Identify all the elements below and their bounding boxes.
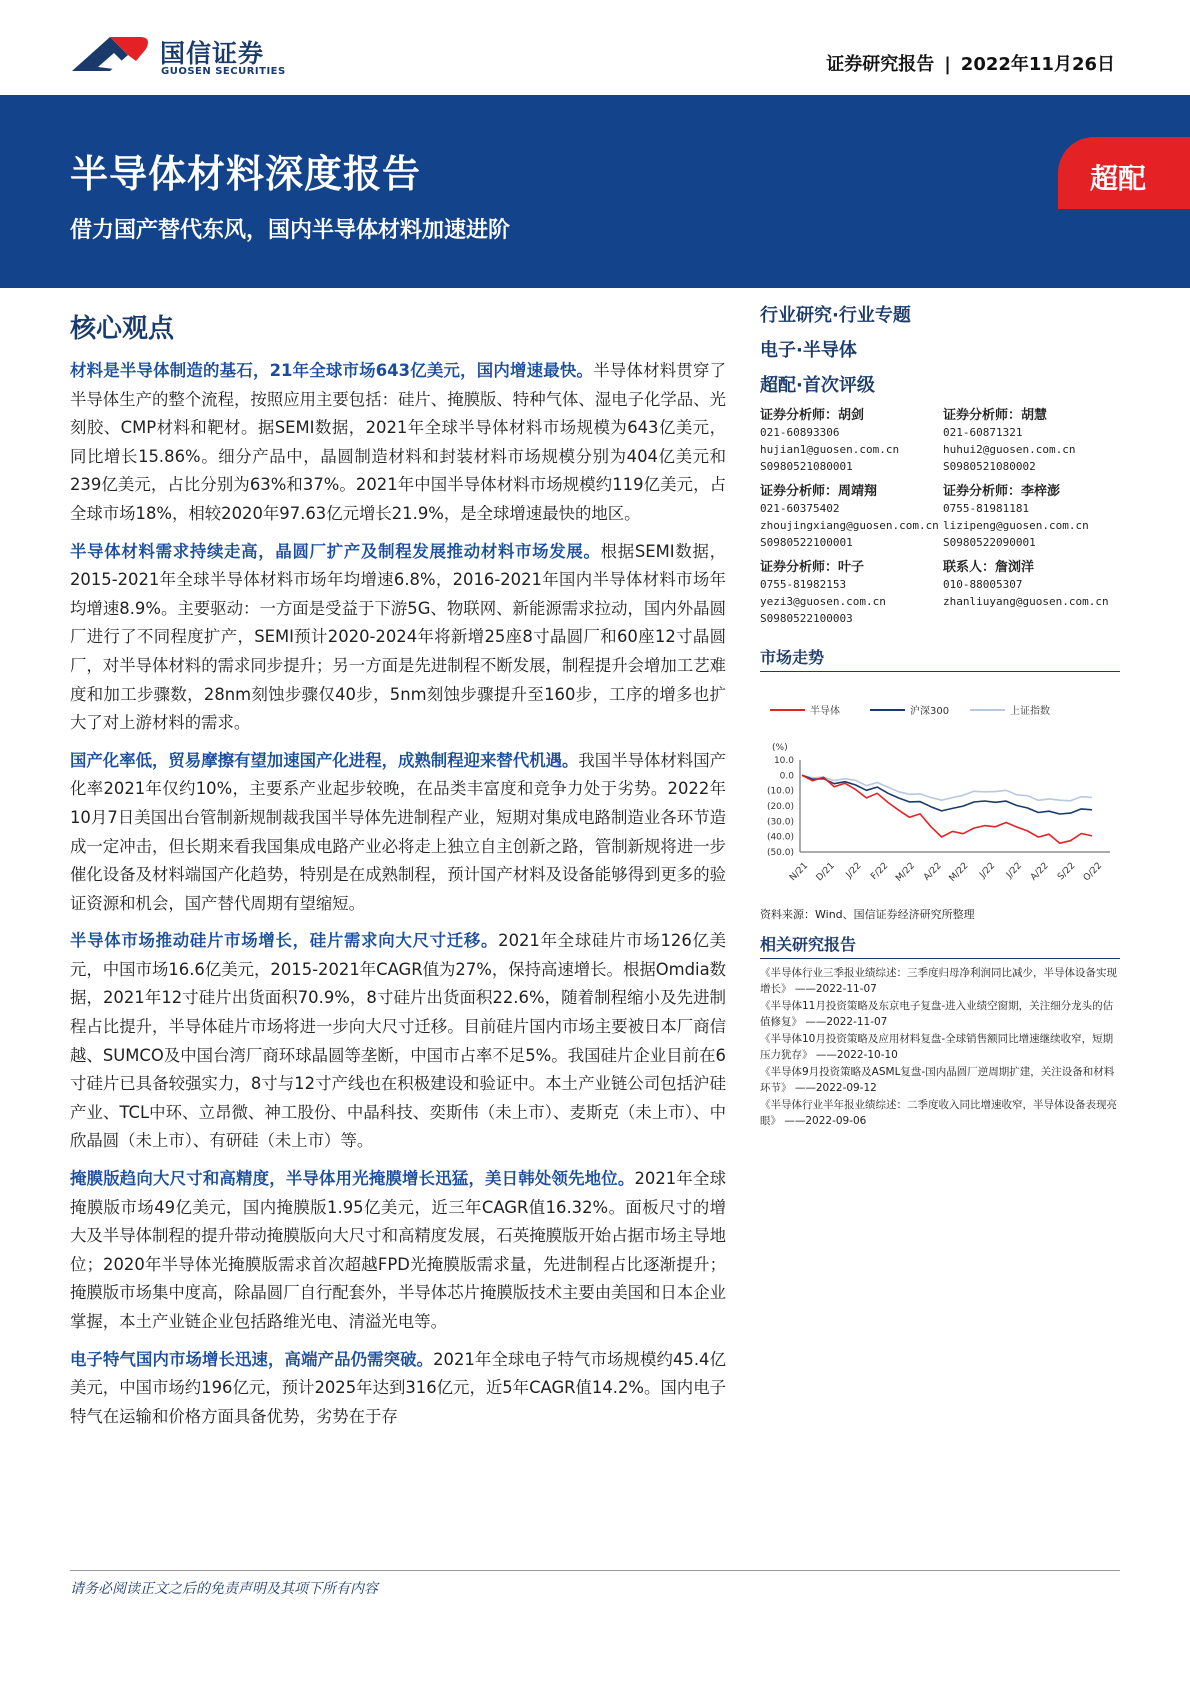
x-tick-label: D/21: [814, 861, 837, 884]
related-reports-title: 相关研究报告: [760, 932, 1120, 959]
related-report-item[interactable]: [760, 1064, 1120, 1096]
logo-text-en: GUOSEN SECURITIES: [161, 66, 286, 77]
paragraph-body: 2021年全球电子特气市场规模约45.4亿美元，中国市场约196亿元，预计2025年达到316亿元，近5年CAGR值14.2%。国内电子特气在运输和价格方面具备优势，劣势在于存: [70, 1349, 726, 1426]
analyst-phone: 0755-81982153: [760, 578, 847, 591]
analyst-cert: S0980521080001: [760, 460, 853, 473]
report-meta: [826, 50, 1115, 76]
contact-name: 联系人：詹浏洋: [943, 560, 1035, 575]
paragraph-body: 半导体材料贯穿了半导体生产的整个流程，按照应用主要包括：硅片、掩膜版、特种气体、湿电子化学品、光刻胶、CMP材料和靶材。据SEMI数据，2021年全球半导体材料市场规模为643亿美元，同比增长15.86%。细分产品中，晶圆制造材料和封装材料市场规模分别为404亿美元和239亿美元，占比分别为63%和37%。2021年中国半导体材料市场规模约119亿美元，占全球市场18%，相较2020年97.63亿元增长21.9%，是全球增速最快的地区。: [70, 361, 726, 523]
analyst-name: 证券分析师：胡慧: [943, 408, 1048, 423]
footer-divider: [70, 1570, 1120, 1571]
industry-label: 电子·半导体: [760, 340, 857, 361]
contact-email[interactable]: zhanliuyang@guosen.com.cn: [943, 595, 1109, 608]
report-type: 证券研究报告: [826, 54, 935, 75]
y-tick-label: (40.0): [766, 832, 794, 843]
x-tick-label: J/22: [978, 861, 998, 881]
paragraph-lead: 半导体材料需求持续走高，晶圆厂扩产及制程发展推动材料市场发展。: [70, 541, 601, 561]
analyst-phone: 0755-81981181: [943, 502, 1030, 515]
related-report-date: ——2022-11-07: [805, 1016, 888, 1028]
section-title: 核心观点: [70, 314, 175, 344]
paragraph-body: 根据SEMI数据，2015-2021年全球半导体材料市场年均增速6.8%，2016-2021年国内半导体材料市场年均增速8.9%。主要驱动：一方面是受益于下游5G、物联网、新能源需求拉动，国内外晶圆厂进行了不同程度扩产，SEMI预计2020-2024年将新增25座8寸晶圆厂和60座12寸晶圆厂，对半导体材料的需求同步提升；另一方面是先进制程不断发展，制程提升会增加工艺难度和加工步骤数，28nm刻蚀步骤仅40步，5nm刻蚀步骤提升至160步，工序的增多也扩大了对上游材料的需求。: [70, 541, 726, 733]
analyst-phone: 021-60893306: [760, 426, 840, 439]
paragraph-body: 我国半导体材料国产化率2021年仅约10%，主要系产业起步较晚，在品类丰富度和竞争力处于劣势。2022年10月7日美国出台管制新规制裁我国半导体先进制程产业，短期对集成电路制造业各环节造成一定冲击，但长期来看我国集成电路产业必将走上独立自主创新之路，管制新规将进一步催化设备及材料端国产化趋势，特别是在成熟制程，预计国产材料及设备能够得到更多的验证资源和机会，国产替代周期有望缩短。: [70, 750, 726, 913]
paragraph: [70, 927, 726, 1156]
report-date: 2022年11月26日: [960, 54, 1115, 75]
paragraph: [70, 747, 726, 919]
paragraph-lead: 国产化率低，贸易摩擦有望加速国产化进程，成熟制程迎来替代机遇。: [70, 750, 579, 770]
legend-label: 上证指数: [1010, 706, 1050, 717]
analyst-cert: S0980522090001: [943, 536, 1036, 549]
analyst-card: [760, 483, 943, 551]
x-tick-label: J/22: [1004, 861, 1024, 881]
analyst-email[interactable]: zhoujingxiang@guosen.com.cn: [760, 519, 939, 532]
analyst-card: [760, 407, 943, 475]
contact-card: [943, 559, 1120, 627]
market-chart: [760, 692, 1120, 902]
x-tick-label: N/21: [788, 861, 811, 884]
rating-badge: 超配: [1058, 137, 1190, 209]
related-report-list: [760, 965, 1120, 1129]
y-tick-label: (10.0): [766, 786, 794, 797]
related-report-date: ——2022-10-10: [815, 1049, 898, 1061]
paragraph: [70, 1346, 726, 1432]
analyst-card: [760, 559, 943, 627]
series-line: [802, 775, 1092, 814]
x-tick-label: O/22: [1081, 861, 1105, 884]
rating-line: 超配·首次评级: [760, 375, 875, 396]
x-tick-label: A/22: [922, 861, 944, 883]
analyst-cert: S0980522100003: [760, 612, 853, 625]
report-category: 行业研究·行业专题: [760, 305, 911, 326]
x-tick-label: M/22: [894, 861, 918, 884]
analyst-name: 证券分析师：叶子: [760, 560, 865, 575]
analyst-email[interactable]: yezi3@guosen.com.cn: [760, 595, 886, 608]
y-tick-label: (50.0): [766, 848, 794, 858]
footer-disclaimer: 请务必阅读正文之后的免责声明及其项下所有内容: [70, 1581, 378, 1597]
paragraph: [70, 538, 726, 738]
related-report-title: 《半导体11月投资策略及东京电子复盘-进入业绩空窗期，关注细分龙头的估值修复》: [760, 1000, 1114, 1028]
paragraph: [70, 1165, 726, 1337]
analyst-list: [760, 407, 1120, 627]
related-report-date: ——2022-09-12: [794, 1082, 877, 1094]
series-line: [802, 775, 1092, 801]
related-report-title: 《半导体10月投资策略及应用材料复盘-全球销售额同比增速继续收窄，短期压力犹存》: [760, 1033, 1114, 1061]
chart-source: 资料来源：Wind、国信证券经济研究所整理: [760, 908, 975, 921]
analyst-name: 证券分析师：胡剑: [760, 408, 865, 423]
related-report-title: 《半导体行业半年报业绩综述：二季度收入同比增速收窄，半导体设备表现亮眼》: [760, 1099, 1117, 1127]
legend-label: 沪深300: [910, 706, 950, 717]
related-report-item[interactable]: [760, 1031, 1120, 1063]
contact-phone: 010-88005307: [943, 578, 1023, 591]
y-tick-label: (30.0): [766, 817, 794, 828]
report-title: 半导体材料深度报告: [70, 152, 422, 196]
related-report-title: 《半导体9月投资策略及ASML复盘-国内晶圆厂逆周期扩建，关注设备和材料环节》: [760, 1066, 1115, 1094]
related-report-item[interactable]: [760, 998, 1120, 1030]
x-tick-label: A/22: [1028, 861, 1051, 883]
market-trend-title: 市场走势: [760, 645, 1120, 672]
analyst-phone: 021-60375402: [760, 502, 840, 515]
analyst-email[interactable]: lizipeng@guosen.com.cn: [943, 519, 1089, 532]
legend-label: 半导体: [810, 706, 840, 717]
analyst-card: [943, 407, 1120, 475]
x-tick-label: S/22: [1056, 861, 1078, 883]
logo-text-cn: 国信证券: [160, 39, 265, 68]
analyst-email[interactable]: hujian1@guosen.com.cn: [760, 443, 900, 456]
paragraph-body: 2021年全球硅片市场126亿美元，中国市场16.6亿美元，2015-2021年CAGR值为27%，保持高速增长。根据Omdia数据，2021年12寸硅片出货面积70.9%，8寸硅片出货面积22.6%，随着制程缩小及先进制程占比提升，半导体硅片市场将进一步向大尺寸迁移。目前硅片国内市场主要被日本厂商信越、SUMCO及中国台湾厂商环球晶圆等垄断，中国市占率不足5%。我国硅片企业目前在6寸硅片已具备较强实力，8寸与12寸产线也在积极建设和验证中。本土产业链公司包括沪硅产业、TCL中环、立昂微、神工股份、中晶科技、奕斯伟（未上市）、麦斯克（未上市）、中欣晶圆（未上市）、有研硅（未上市）等。: [70, 931, 727, 1151]
y-axis-label: (%): [772, 743, 788, 753]
related-report-date: ——2022-09-06: [784, 1115, 867, 1127]
x-tick-label: F/22: [869, 861, 891, 883]
paragraph: [70, 357, 726, 529]
paragraph-lead: 电子特气国内市场增长迅速，高端产品仍需突破。: [70, 1349, 434, 1369]
x-tick-label: J/22: [844, 861, 864, 881]
analyst-name: 证券分析师：周靖翔: [760, 484, 878, 499]
y-tick-label: 0.0: [779, 771, 794, 782]
report-subtitle: 借力国产替代东风，国内半导体材料加速进阶: [70, 218, 511, 243]
x-tick-label: M/22: [947, 861, 971, 884]
y-tick-label: 10.0: [773, 756, 794, 766]
analyst-cert: S0980521080002: [943, 460, 1036, 473]
analyst-email[interactable]: huhui2@guosen.com.cn: [943, 443, 1076, 456]
paragraph-lead: 掩膜版趋向大尺寸和高精度，半导体用光掩膜增长迅猛，美日韩处领先地位。: [70, 1169, 635, 1189]
y-tick-label: (20.0): [766, 802, 794, 812]
title-banner: [0, 95, 1190, 288]
related-report-item[interactable]: [760, 965, 1120, 997]
guosen-logo-icon: [70, 33, 152, 75]
analyst-phone: 021-60871321: [943, 426, 1023, 439]
related-report-item[interactable]: [760, 1097, 1120, 1129]
sidebar: [760, 298, 1120, 1130]
page-header: [0, 0, 1190, 95]
analyst-cert: S0980522100001: [760, 536, 853, 549]
paragraph-lead: 材料是半导体制造的基石，21年全球市场643亿美元，国内增速最快。: [70, 361, 594, 380]
analyst-card: [943, 483, 1120, 551]
related-report-date: ——2022-11-07: [794, 983, 877, 995]
main-column: [70, 298, 726, 1440]
analyst-name: 证券分析师：李梓澎: [943, 484, 1061, 499]
paragraph-lead: 半导体市场推动硅片市场增长，硅片需求向大尺寸迁移。: [70, 931, 499, 951]
related-report-title: 《半导体行业三季报业绩综述：三季度归母净利润同比减少，半导体设备实现增长》: [760, 967, 1117, 995]
market-chart-svg: [760, 692, 1120, 902]
paragraph-body: 2021年全球掩膜版市场49亿美元，国内掩膜版1.95亿美元，近三年CAGR值16.32%。面板尺寸的增大及半导体制程的提升带动掩膜版向大尺寸和高精度发展，石英掩膜版开始占据市场主导地位；2020年半导体光掩膜版需求首次超越FPD光掩膜版需求量，先进制程占比逐渐提升；掩膜版市场集中度高，除晶圆厂自行配套外，半导体芯片掩膜版技术主要由美国和日本企业掌握，本土产业链企业包括路维光电、清溢光电等。: [70, 1169, 727, 1331]
header-separator: |: [944, 54, 951, 75]
